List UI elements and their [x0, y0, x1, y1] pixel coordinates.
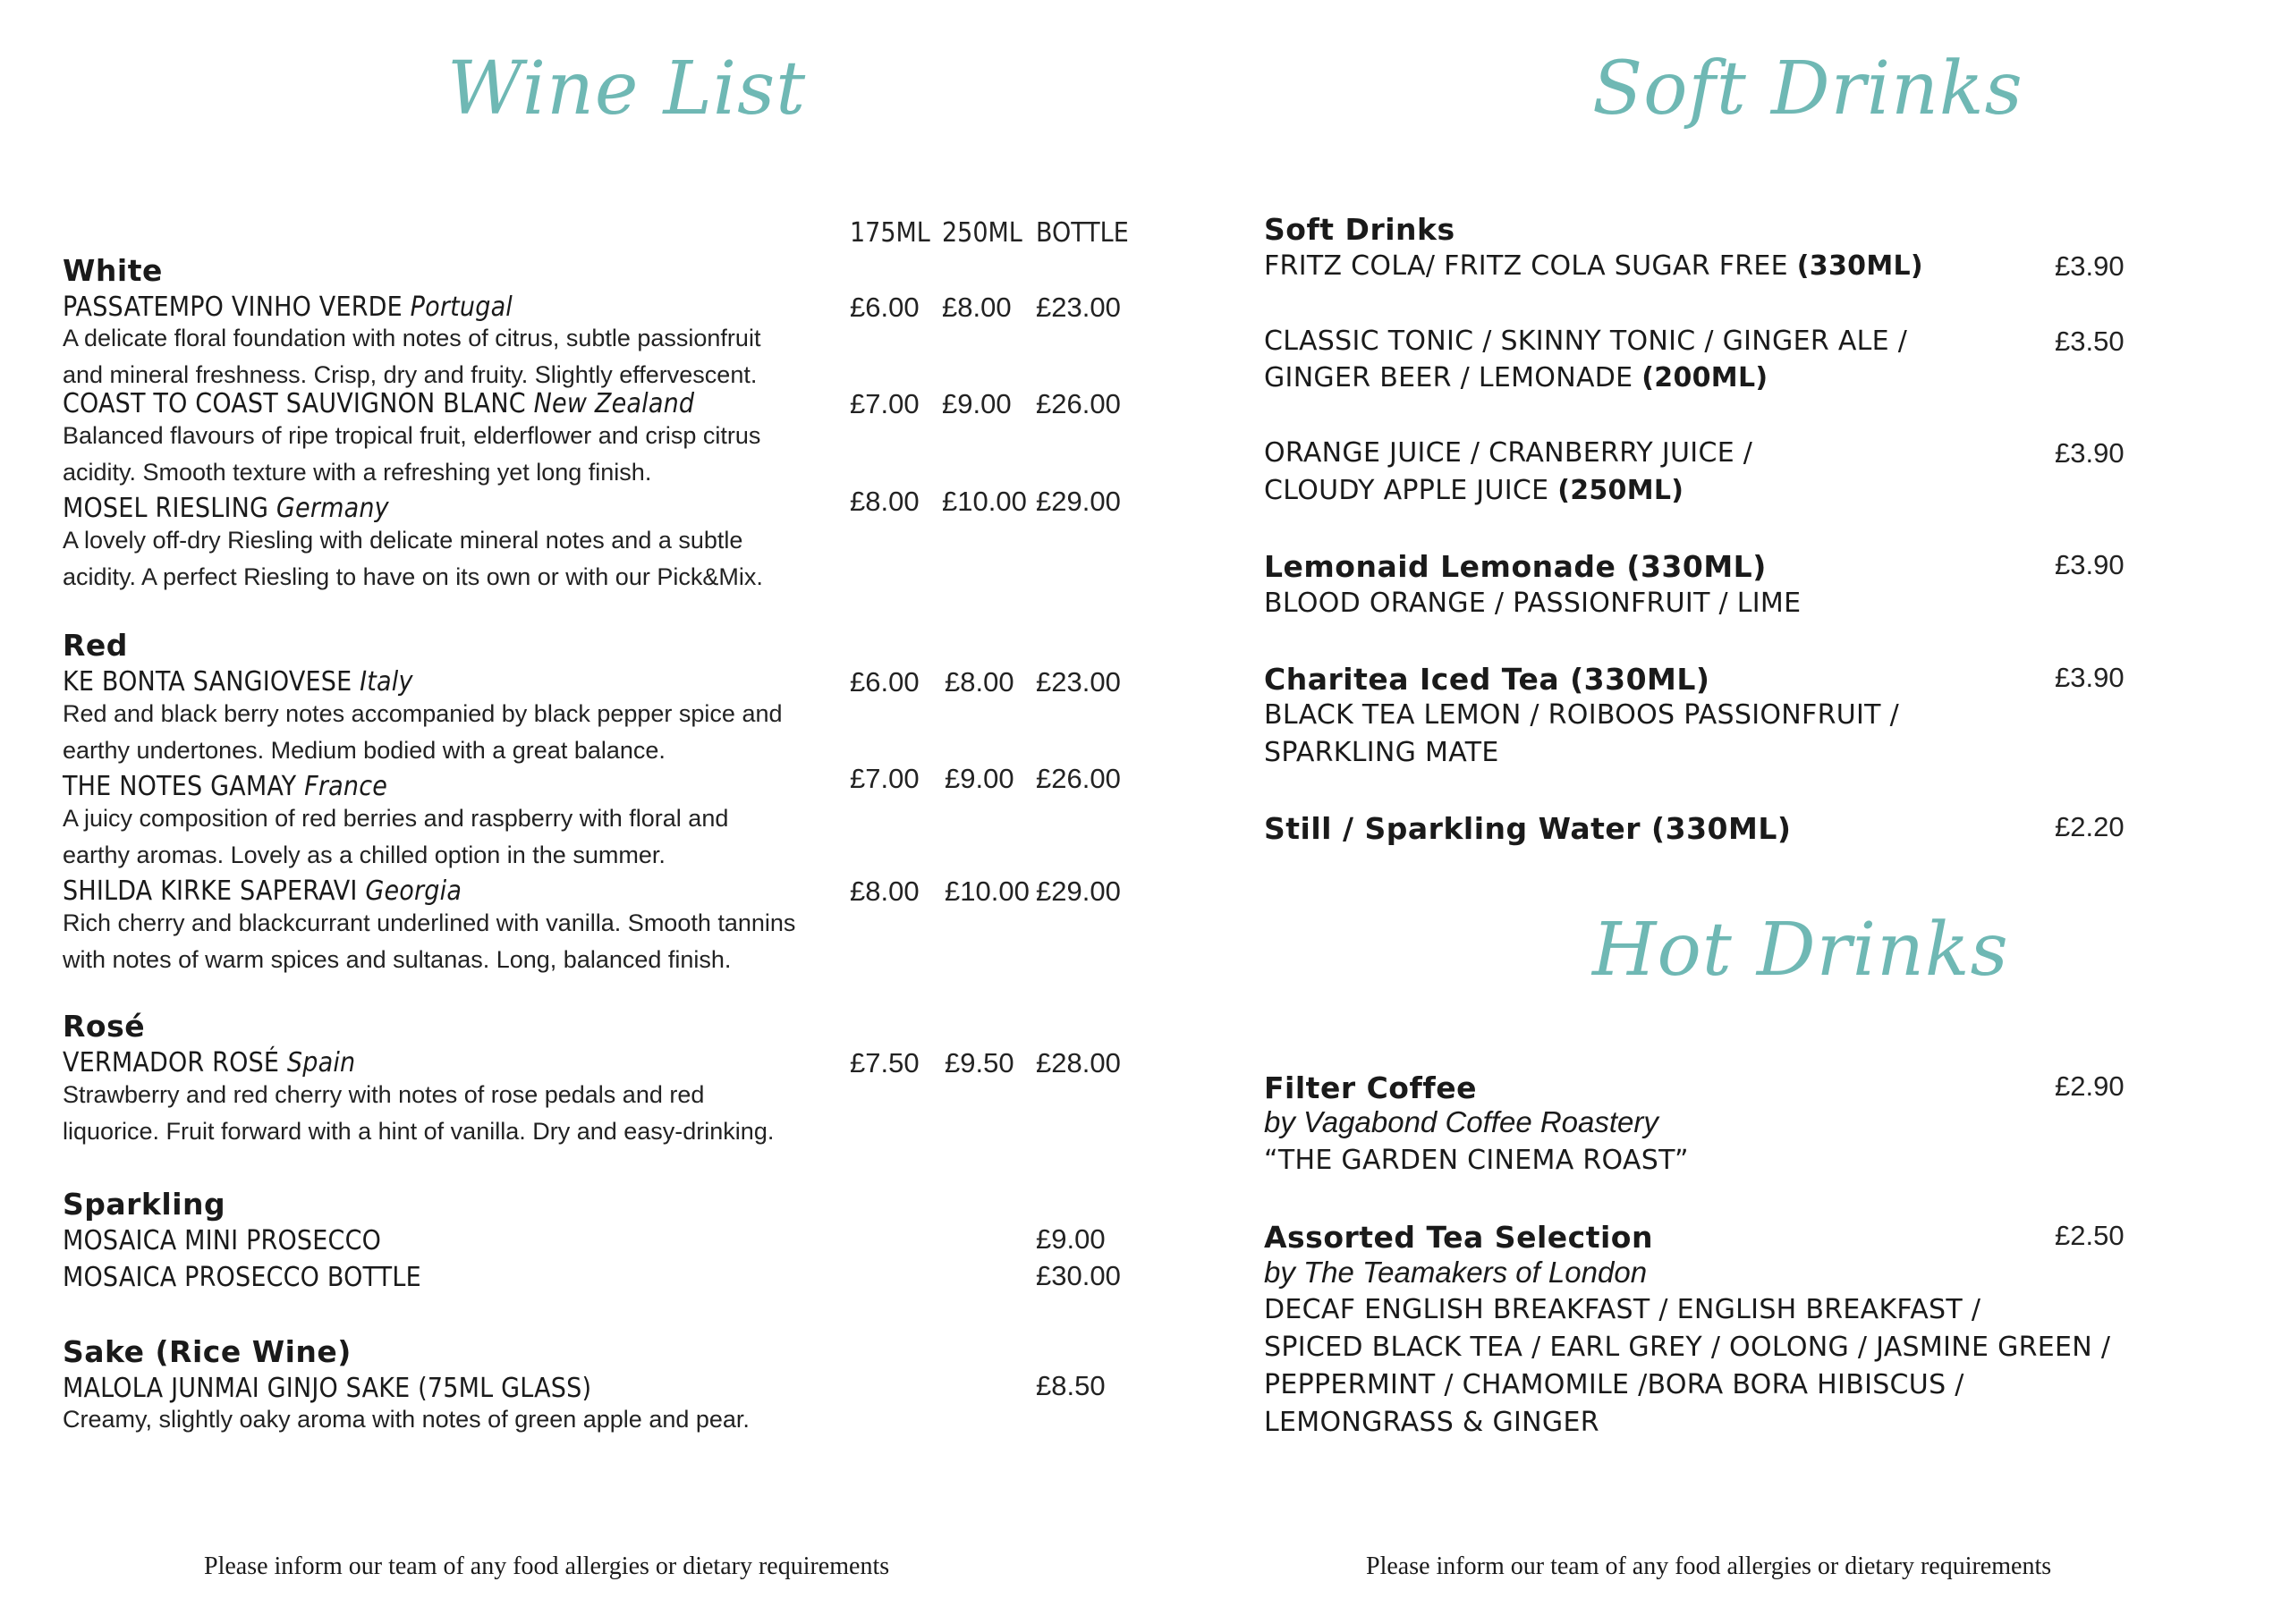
- water-heading: Still / Sparkling Water (330ML): [1264, 811, 1792, 846]
- wine-item: MOSEL RIESLING Germany: [63, 493, 389, 524]
- wine-description: Balanced flavours of ripe tropical fruit, elderflower and crisp citrus acidity. Smooth texture with a refreshing yet long finish.: [63, 422, 761, 486]
- price-bottle: £28.00: [1036, 1047, 1121, 1078]
- price-bottle: £29.00: [1036, 875, 1121, 907]
- wine-item: SHILDA KIRKE SAPERAVI Georgia: [63, 875, 462, 907]
- soft-drink-line: SPARKLING MATE: [1264, 737, 1499, 768]
- hot-drinks-title: Hot Drinks: [1592, 908, 2009, 993]
- wine-description: Strawberry and red cherry with notes of rose pedals and red liquorice. Fruit forward with a hint of vanilla. Dry and easy-drinking.: [63, 1081, 775, 1145]
- wine-item: KE BONTA SANGIOVESE Italy: [63, 666, 413, 698]
- category-sparkling: Sparkling: [63, 1187, 226, 1222]
- wine-description: A lovely off-dry Riesling with delicate mineral notes and a subtle acidity. A perfect Riesling to have on its own or with our Pick&Mix.: [63, 527, 763, 590]
- price-250: £8.00: [945, 666, 1014, 698]
- tea-list-line: SPICED BLACK TEA / EARL GREY / OOLONG / JASMINE GREEN /: [1264, 1332, 2111, 1363]
- price-bottle: £9.00: [1036, 1223, 1106, 1255]
- price-250: £9.00: [945, 763, 1014, 794]
- tea-maker: by The Teamakers of London: [1264, 1256, 1648, 1289]
- price: £3.90: [2055, 662, 2125, 693]
- wine-item: MOSAICA MINI PROSECCO: [63, 1225, 382, 1256]
- price-bottle: £26.00: [1036, 763, 1121, 794]
- wine-item: PASSATEMPO VINHO VERDE Portugal: [63, 292, 513, 323]
- price-250: £9.50: [945, 1047, 1014, 1078]
- category-rose: Rosé: [63, 1009, 146, 1044]
- price-bottle: £23.00: [1036, 292, 1121, 323]
- wine-description: Red and black berry notes accompanied by black pepper spice and earthy undertones. Medium bodied with a great balance.: [63, 700, 783, 764]
- price: £3.50: [2055, 326, 2125, 357]
- size-header-250: 250ML: [942, 217, 1022, 249]
- soft-drink-line: BLACK TEA LEMON / ROIBOOS PASSIONFRUIT /: [1264, 699, 1899, 731]
- wine-description: Creamy, slightly oaky aroma with notes of green apple and pear.: [63, 1406, 750, 1433]
- wine-item: MALOLA JUNMAI GINJO SAKE (75ML GLASS): [63, 1373, 592, 1404]
- soft-drink-line: CLOUDY APPLE JUICE (250ML): [1264, 475, 1684, 506]
- price-bottle: £29.00: [1036, 486, 1121, 517]
- wine-description: A juicy composition of red berries and raspberry with floral and earthy aromas. Lovely as a chilled option in the summer.: [63, 805, 729, 868]
- wine-item: MOSAICA PROSECCO BOTTLE: [63, 1262, 421, 1293]
- price: £2.50: [2055, 1220, 2125, 1251]
- coffee-roaster: by Vagabond Coffee Roastery: [1264, 1105, 1658, 1138]
- soft-drink-line: GINGER BEER / LEMONADE (200ML): [1264, 362, 1768, 393]
- price-250: £10.00: [942, 486, 1027, 517]
- tea-list-line: PEPPERMINT / CHAMOMILE /BORA BORA HIBISCUS /: [1264, 1369, 1964, 1400]
- price-175: £7.00: [850, 388, 920, 419]
- price-175: £7.50: [850, 1047, 920, 1078]
- wine-description: Rich cherry and blackcurrant underlined with vanilla. Smooth tannins with notes of warm spices and sultanas. Long, balanced finish.: [63, 909, 796, 973]
- price-250: £10.00: [945, 875, 1030, 907]
- price-bottle: £8.50: [1036, 1370, 1106, 1401]
- price: £3.90: [2055, 549, 2125, 580]
- allergy-notice: Please inform our team of any food allergies or dietary requirements: [204, 1552, 890, 1580]
- wine-description: A delicate floral foundation with notes of citrus, subtle passionfruit and mineral freshness. Crisp, dry and fruity. Slightly effervescent.: [63, 325, 761, 388]
- price: £2.90: [2055, 1070, 2125, 1102]
- price-250: £9.00: [942, 388, 1012, 419]
- filter-coffee-heading: Filter Coffee: [1264, 1070, 1477, 1105]
- price-bottle: £30.00: [1036, 1260, 1121, 1291]
- category-white: White: [63, 253, 163, 288]
- price: £3.90: [2055, 250, 2125, 282]
- lemonaid-heading: Lemonaid Lemonade (330ML): [1264, 549, 1767, 584]
- allergy-notice: Please inform our team of any food allergies or dietary requirements: [1366, 1552, 2052, 1580]
- wine-item: VERMADOR ROSÉ Spain: [63, 1047, 356, 1078]
- price-175: £6.00: [850, 292, 920, 323]
- soft-drinks-heading: Soft Drinks: [1264, 212, 1455, 247]
- price-250: £8.00: [942, 292, 1012, 323]
- size-header-175: 175ML: [850, 217, 930, 249]
- tea-selection-heading: Assorted Tea Selection: [1264, 1220, 1653, 1255]
- soft-drinks-title: Soft Drinks: [1592, 47, 2023, 131]
- price: £3.90: [2055, 437, 2125, 469]
- tea-list-line: DECAF ENGLISH BREAKFAST / ENGLISH BREAKFAST /: [1264, 1294, 1981, 1325]
- charitea-heading: Charitea Iced Tea (330ML): [1264, 662, 1710, 697]
- price-bottle: £26.00: [1036, 388, 1121, 419]
- category-red: Red: [63, 628, 128, 663]
- soft-drink-line: ORANGE JUICE / CRANBERRY JUICE /: [1264, 437, 1753, 469]
- coffee-roast-name: “THE GARDEN CINEMA ROAST”: [1264, 1145, 1689, 1176]
- wine-item: COAST TO COAST SAUVIGNON BLANC New Zealand: [63, 388, 695, 419]
- price-175: £6.00: [850, 666, 920, 698]
- size-header-bottle: BOTTLE: [1036, 217, 1129, 249]
- tea-list-line: LEMONGRASS & GINGER: [1264, 1407, 1599, 1438]
- soft-drink-line: FRITZ COLA/ FRITZ COLA SUGAR FREE (330ML): [1264, 250, 1923, 282]
- price-175: £8.00: [850, 875, 920, 907]
- wine-item: THE NOTES GAMAY France: [63, 771, 388, 802]
- soft-drink-line: CLASSIC TONIC / SKINNY TONIC / GINGER ALE /: [1264, 326, 1908, 357]
- price-bottle: £23.00: [1036, 666, 1121, 698]
- price-175: £8.00: [850, 486, 920, 517]
- soft-drink-line: BLOOD ORANGE / PASSIONFRUIT / LIME: [1264, 588, 1802, 619]
- category-sake: Sake (Rice Wine): [63, 1334, 352, 1369]
- price-175: £7.00: [850, 763, 920, 794]
- price: £2.20: [2055, 811, 2125, 842]
- wine-list-title: Wine List: [447, 47, 807, 131]
